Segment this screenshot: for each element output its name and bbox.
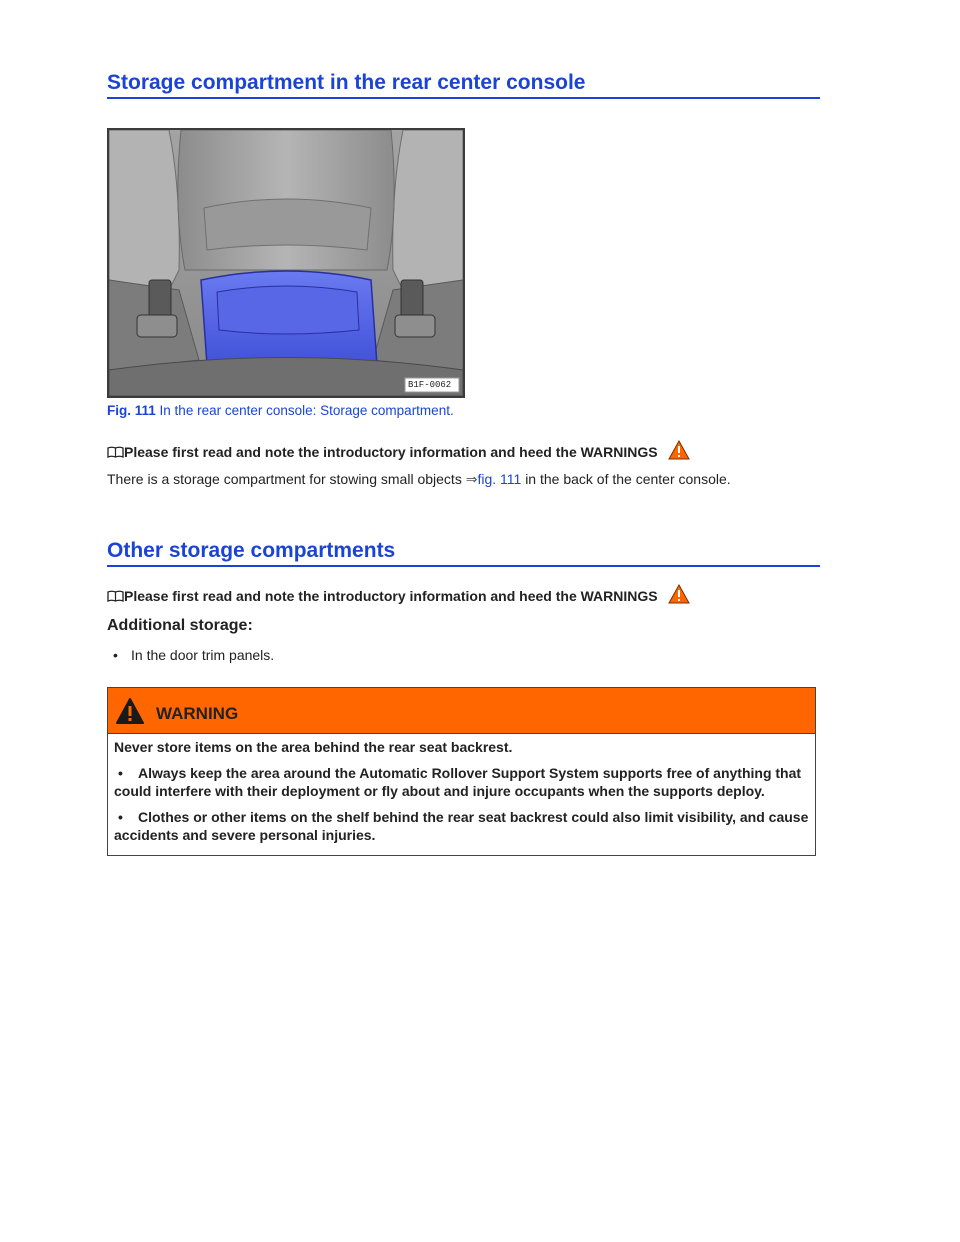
notice-text: Please first read and note the introductory information and heed the WARNINGS <box>124 444 658 460</box>
rear-console-illustration <box>109 130 463 396</box>
notice-text: Please first read and note the introductory information and heed the WARNINGS <box>124 588 658 604</box>
section-title-rear-console: Storage compartment in the rear center console <box>107 71 586 94</box>
figure-caption-label: Fig. 111 <box>107 403 156 418</box>
warning-triangle-icon <box>668 584 690 604</box>
warning-triangle-icon <box>116 698 144 724</box>
section-title-other-storage: Other storage compartments <box>107 539 396 562</box>
paragraph-text-after: in the back of the center console. <box>525 471 731 487</box>
notice-line-1 <box>107 440 690 460</box>
paragraph-text-before: There is a storage compartment for stowing small objects <box>107 471 462 487</box>
warning-body <box>108 734 815 844</box>
title-rule <box>107 565 820 567</box>
subheading-additional-storage: Additional storage: <box>107 617 253 634</box>
bullet: • <box>118 809 123 825</box>
list-item: • In the door trim panels. <box>107 647 274 663</box>
warning-intro: Never store items on the area behind the rear seat backrest. <box>114 739 513 755</box>
book-icon <box>107 446 124 458</box>
warning-item <box>114 764 809 800</box>
figure-rear-console <box>107 128 465 398</box>
figure-link[interactable]: fig. 111 <box>477 471 522 487</box>
warning-box <box>107 687 816 856</box>
figure-code: B1F-0062 <box>408 380 452 390</box>
paragraph-storage <box>107 471 731 488</box>
book-icon <box>107 590 124 602</box>
warning-triangle-icon <box>668 440 690 460</box>
warning-item-text: Always keep the area around the Automatic Rollover Support System supports free of anything that could interfere with their deployment or fly about and injure occupants when the supports deploy. <box>114 765 802 799</box>
figure-caption-text: In the rear center console: Storage compartment. <box>159 403 454 418</box>
xref-arrow: ⇒ <box>465 471 478 487</box>
bullet: • <box>118 765 123 781</box>
warning-item-text: Clothes or other items on the shelf behind the rear seat backrest could also limit visibility, and cause accidents and severe personal injuries. <box>114 809 809 843</box>
warning-title: WARNING <box>156 703 239 723</box>
warning-item <box>114 808 809 844</box>
title-rule <box>107 97 820 99</box>
notice-line-2 <box>107 584 690 604</box>
warning-header <box>108 688 815 734</box>
storage-list <box>107 647 274 663</box>
figure-caption <box>107 403 454 418</box>
